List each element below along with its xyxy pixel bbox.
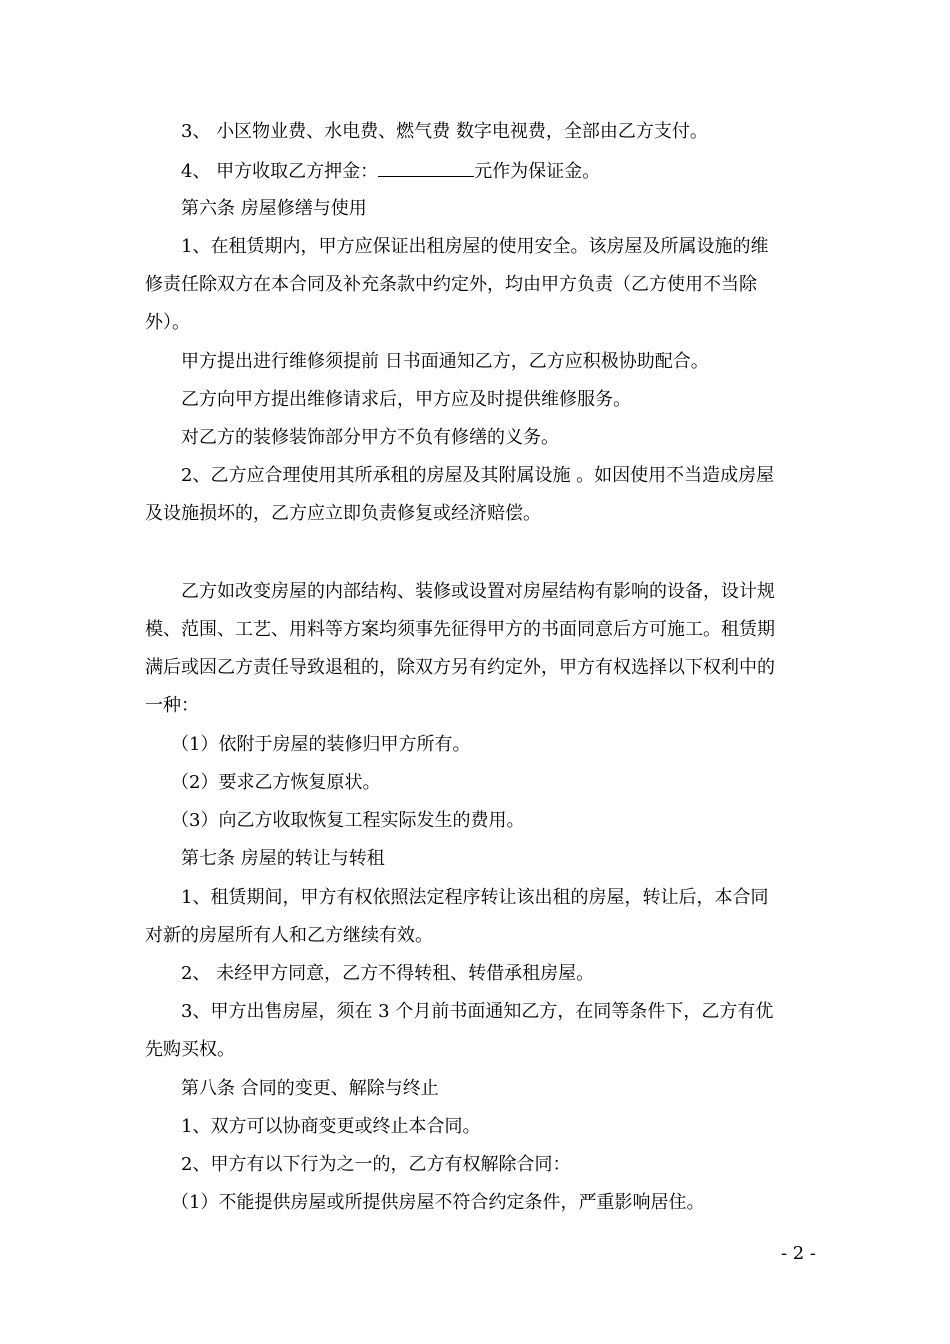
- article-6-para-2-line-1: 2、乙方应合理使用其所承租的房屋及其附属设施 。如因使用不当造成房屋: [181, 465, 775, 486]
- deposit-amount-blank: [378, 158, 474, 177]
- article-7-para-1-line-1: 1、租赁期间，甲方有权依照法定程序转让该出租的房屋，转让后，本合同: [181, 887, 769, 908]
- article-8-heading: 第八条 合同的变更、解除与终止: [181, 1078, 439, 1099]
- article-6-para-1-line-2: 修责任除双方在本合同及补充条款中约定外，均由甲方负责（乙方使用不当除: [145, 274, 757, 295]
- article-6-para-1-line-3: 外）。: [145, 312, 190, 333]
- structure-change-line-2: 模、范围、工艺、用料等方案均须事先征得甲方的书面同意后方可施工。租赁期: [145, 619, 775, 640]
- clause-5-item-4: [181, 158, 815, 184]
- article-7-para-1-line-2: 对新的房屋所有人和乙方继续有效。: [145, 925, 433, 946]
- deposit-suffix: 元作为保证金。: [474, 161, 601, 182]
- repair-notice-line: 甲方提出进行维修须提前 日书面通知乙方，乙方应积极协助配合。: [181, 351, 709, 372]
- decoration-line: 对乙方的装修装饰部分甲方不负有修缮的义务。: [181, 427, 559, 448]
- article-7-para-3-line-2: 先购买权。: [145, 1039, 235, 1060]
- option-2: （2）要求乙方恢复原状。: [171, 772, 381, 793]
- article-8-para-2-item-1: （1）不能提供房屋或所提供房屋不符合约定条件，严重影响居住。: [171, 1192, 705, 1213]
- article-7-para-2: 2、 未经甲方同意，乙方不得转租、转借承租房屋。: [181, 963, 595, 984]
- structure-change-line-1: 乙方如改变房屋的内部结构、装修或设置对房屋结构有影响的设备，设计规: [181, 581, 775, 602]
- article-6-heading: 第六条 房屋修缮与使用: [181, 198, 367, 219]
- clause-5-item-3: 3、 小区物业费、水电费、燃气费 数字电视费，全部由乙方支付。: [181, 121, 708, 142]
- deposit-label: 4、 甲方收取乙方押金：: [181, 161, 379, 182]
- article-6-para-1-line-1: 1、在租赁期内，甲方应保证出租房屋的使用安全。该房屋及所属设施的维: [181, 236, 769, 257]
- article-6-para-2-line-2: 及设施损坏的，乙方应立即负责修复或经济赔偿。: [145, 503, 541, 524]
- option-3: （3）向乙方收取恢复工程实际发生的费用。: [171, 810, 525, 831]
- article-7-heading: 第七条 房屋的转让与转租: [181, 848, 385, 869]
- page-number: - 2 -: [780, 1243, 816, 1264]
- article-7-para-3-line-1: 3、甲方出售房屋，须在 3 个月前书面通知乙方，在同等条件下，乙方有优: [181, 1001, 774, 1022]
- repair-request-line: 乙方向甲方提出维修请求后，甲方应及时提供维修服务。: [181, 389, 631, 410]
- article-8-para-2: 2、甲方有以下行为之一的，乙方有权解除合同：: [181, 1154, 571, 1175]
- structure-change-line-3: 满后或因乙方责任导致退租的，除双方另有约定外，甲方有权选择以下权利中的: [145, 657, 775, 678]
- structure-change-line-4: 一种：: [145, 695, 199, 716]
- article-8-para-1: 1、双方可以协商变更或终止本合同。: [181, 1116, 481, 1137]
- option-1: （1）依附于房屋的装修归甲方所有。: [171, 734, 471, 755]
